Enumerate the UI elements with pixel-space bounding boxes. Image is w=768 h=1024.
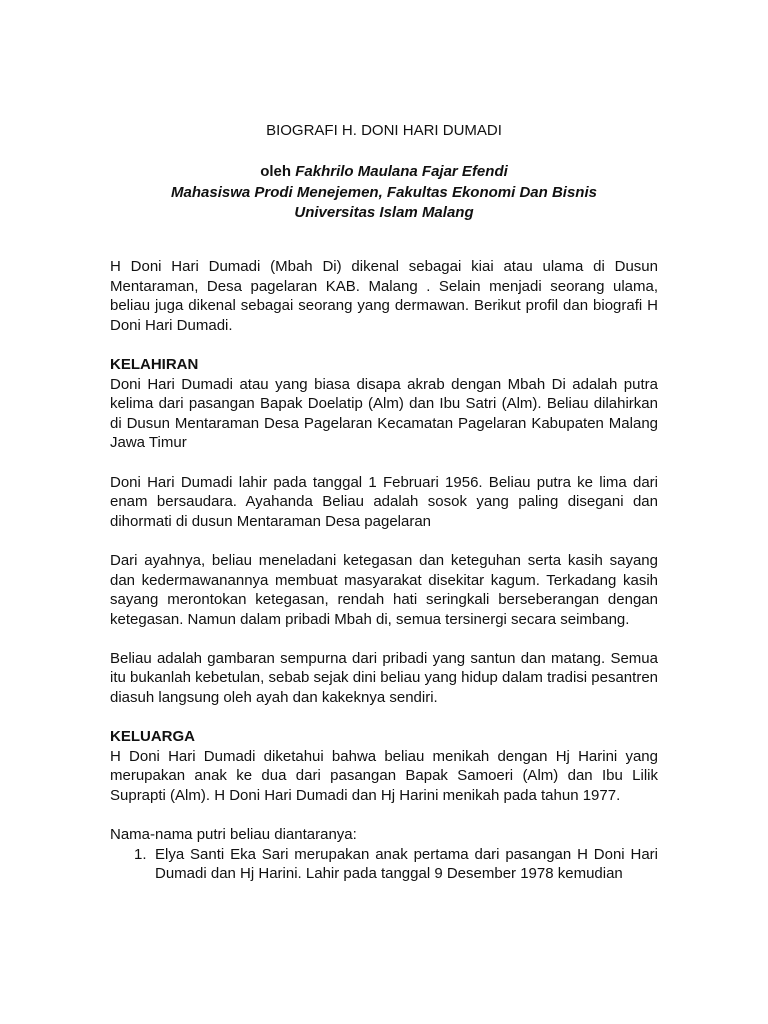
byline (110, 162, 658, 224)
list-intro: Nama-nama putri beliau diantaranya: (110, 826, 357, 844)
kelahiran-paragraph-4: Beliau adalah gambaran sempurna dari pribadi yang santun dan matang. Semua itu bukanlah kebetulan, sebab sejak dini beliau yang hidup dalam tradisi pesantren diasuh langsung oleh ayah dan kakeknya sendiri. (110, 649, 658, 707)
document-page (110, 0, 658, 1024)
intro-paragraph: H Doni Hari Dumadi (Mbah Di) dikenal sebagai kiai atau ulama di Dusun Mentaraman, Desa pagelaran KAB. Malang . Selain menjadi seorang ulama, beliau juga dikenal sebagai seorang yang dermawan. Berikut profil dan biografi H Doni Hari Dumadi. (110, 258, 658, 334)
byline-prefix: oleh (260, 163, 296, 180)
list-item-number: 1. (134, 845, 147, 863)
affiliation-line-2: Universitas Islam Malang (294, 204, 474, 221)
kelahiran-paragraph-1: Doni Hari Dumadi atau yang biasa disapa akrab dengan Mbah Di adalah putra kelima dari pasangan Bapak Doelatip (Alm) dan Ibu Satri (Alm). Beliau dilahirkan di Dusun Mentaraman Desa Pagelaran Kecamatan Pagelaran Kabupaten Malang Jawa Timur (110, 375, 658, 452)
section-heading-keluarga: KELUARGA (110, 728, 195, 746)
section-heading-kelahiran: KELAHIRAN (110, 355, 199, 373)
author-line (110, 162, 658, 183)
document-title: BIOGRAFI H. DONI HARI DUMADI (266, 122, 502, 139)
keluarga-paragraph: H Doni Hari Dumadi diketahui bahwa beliau menikah dengan Hj Harini yang merupakan anak ke dua dari pasangan Bapak Samoeri (Alm) dan Ibu Lilik Suprapti (Alm). H Doni Hari Dumadi dan Hj Harini menikah pada tahun 1977. (110, 747, 658, 805)
kelahiran-paragraph-3: Dari ayahnya, beliau meneladani ketegasan dan keteguhan serta kasih sayang dan kedermawanannya membuat masyarakat disekitar kagum. Terkadang kasih sayang merontokan ketegasan, rendah hati seringkali berseberangan dengan ketegasan. Namun dalam pribadi Mbah di, semua tersinergi secara seimbang. (110, 551, 658, 628)
document-body (110, 257, 658, 884)
kelahiran-paragraph-2: Doni Hari Dumadi lahir pada tanggal 1 Februari 1956. Beliau putra ke lima dari enam bersaudara. Ayahanda Beliau adalah sosok yang paling disegani dan dihormati di dusun Mentaraman Desa pagelaran (110, 473, 658, 530)
list-item-text: Elya Santi Eka Sari merupakan anak pertama dari pasangan H Doni Hari Dumadi dan Hj Harini. Lahir pada tanggal 9 Desember 1978 kemudian (155, 845, 658, 883)
daughters-list (110, 845, 658, 884)
list-item (110, 845, 658, 884)
affiliation-line-1: Mahasiswa Prodi Menejemen, Fakultas Ekonomi Dan Bisnis (171, 183, 597, 201)
author-name: Fakhrilo Maulana Fajar Efendi (295, 163, 508, 180)
